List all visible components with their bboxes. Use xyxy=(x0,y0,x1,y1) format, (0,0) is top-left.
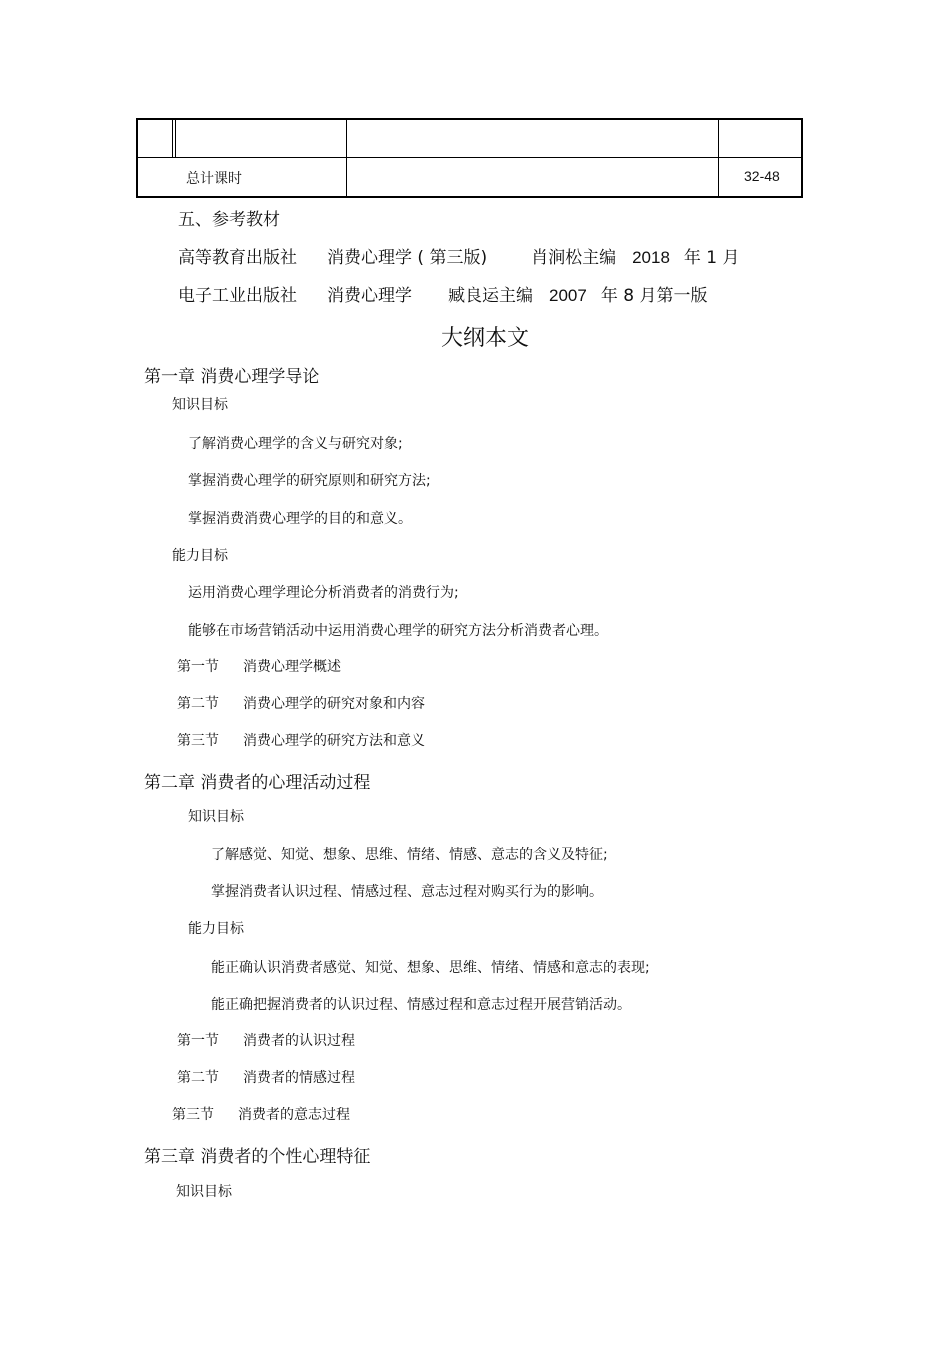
table-column-divider xyxy=(346,120,347,196)
chapter-3-title: 第三章 消费者的个性心理特征 xyxy=(144,1147,371,1167)
chapter-1-knowledge-label: 知识目标 xyxy=(172,397,228,413)
book-date-suffix: 年 1 月 xyxy=(683,248,740,268)
section-name: 消费者的认识过程 xyxy=(243,1033,355,1049)
hours-table xyxy=(136,118,803,198)
book-author: 肖涧松主编 xyxy=(531,248,617,268)
chapter-2-section-2 xyxy=(177,1067,355,1087)
chapter-1-knowledge-item: 掌握消费心理学的研究原则和研究方法; xyxy=(188,473,431,489)
outline-title: 大纲本文 xyxy=(441,326,530,351)
chapter-1-knowledge-item: 了解消费心理学的含义与研究对象; xyxy=(188,436,403,452)
section-number: 第三节 xyxy=(177,733,219,749)
section-name: 消费者的情感过程 xyxy=(243,1070,355,1086)
chapter-2-section-1 xyxy=(177,1030,355,1050)
reference-book-1 xyxy=(178,243,740,268)
chapter-2-knowledge-label: 知识目标 xyxy=(188,809,244,825)
table-column-divider xyxy=(172,120,173,157)
chapter-2-ability-item: 能正确把握消费者的认识过程、情感过程和意志过程开展营销活动。 xyxy=(211,997,631,1013)
book-date-suffix: 年 8 月第一版 xyxy=(600,286,708,306)
total-hours-label: 总计课时 xyxy=(186,171,242,187)
section-number: 第一节 xyxy=(177,1033,219,1049)
reference-book-2 xyxy=(178,281,707,306)
references-heading: 五、参考教材 xyxy=(178,210,280,230)
chapter-1-title: 第一章 消费心理学导论 xyxy=(144,367,320,387)
section-name: 消费心理学的研究方法和意义 xyxy=(243,733,425,749)
total-hours-value: 32-48 xyxy=(744,168,780,184)
chapter-1-section-2 xyxy=(177,693,425,713)
section-number: 第二节 xyxy=(177,1070,219,1086)
section-name: 消费心理学的研究对象和内容 xyxy=(243,696,425,712)
chapter-2-knowledge-item: 了解感觉、知觉、想象、思维、情绪、情感、意志的含义及特征; xyxy=(211,847,608,863)
section-number: 第一节 xyxy=(177,659,219,675)
chapter-2-section-3 xyxy=(172,1104,350,1124)
chapter-2-title: 第二章 消费者的心理活动过程 xyxy=(144,773,371,793)
table-row-divider xyxy=(138,157,801,158)
section-name: 消费心理学概述 xyxy=(243,659,341,675)
chapter-1-knowledge-item: 掌握消费消费心理学的目的和意义。 xyxy=(188,511,412,527)
chapter-2-ability-item: 能正确认识消费者感觉、知觉、想象、思维、情绪、情感和意志的表现; xyxy=(211,960,650,976)
chapter-1-ability-item: 能够在市场营销活动中运用消费心理学的研究方法分析消费者心理。 xyxy=(188,623,608,639)
chapter-1-section-1 xyxy=(177,656,341,676)
book-publisher: 电子工业出版社 xyxy=(178,286,297,306)
chapter-1-ability-label: 能力目标 xyxy=(172,548,228,564)
chapter-3-knowledge-label: 知识目标 xyxy=(176,1184,232,1200)
book-author: 臧良运主编 xyxy=(448,286,533,306)
section-name: 消费者的意志过程 xyxy=(238,1107,350,1123)
book-publisher: 高等教育出版社 xyxy=(178,248,297,268)
table-column-divider xyxy=(718,120,719,196)
chapter-2-ability-label: 能力目标 xyxy=(188,921,244,937)
chapter-2-knowledge-item: 掌握消费者认识过程、情感过程、意志过程对购买行为的影响。 xyxy=(211,884,603,900)
chapter-1-ability-item: 运用消费心理学理论分析消费者的消费行为; xyxy=(188,585,459,601)
book-year: 2018 xyxy=(632,248,670,267)
chapter-1-section-3 xyxy=(177,730,425,750)
book-year: 2007 xyxy=(549,286,587,305)
book-title: 消费心理学 ( 第三版) xyxy=(327,248,488,268)
table-column-divider xyxy=(175,120,176,157)
section-number: 第三节 xyxy=(172,1107,214,1123)
book-title: 消费心理学 xyxy=(327,286,412,306)
section-number: 第二节 xyxy=(177,696,219,712)
